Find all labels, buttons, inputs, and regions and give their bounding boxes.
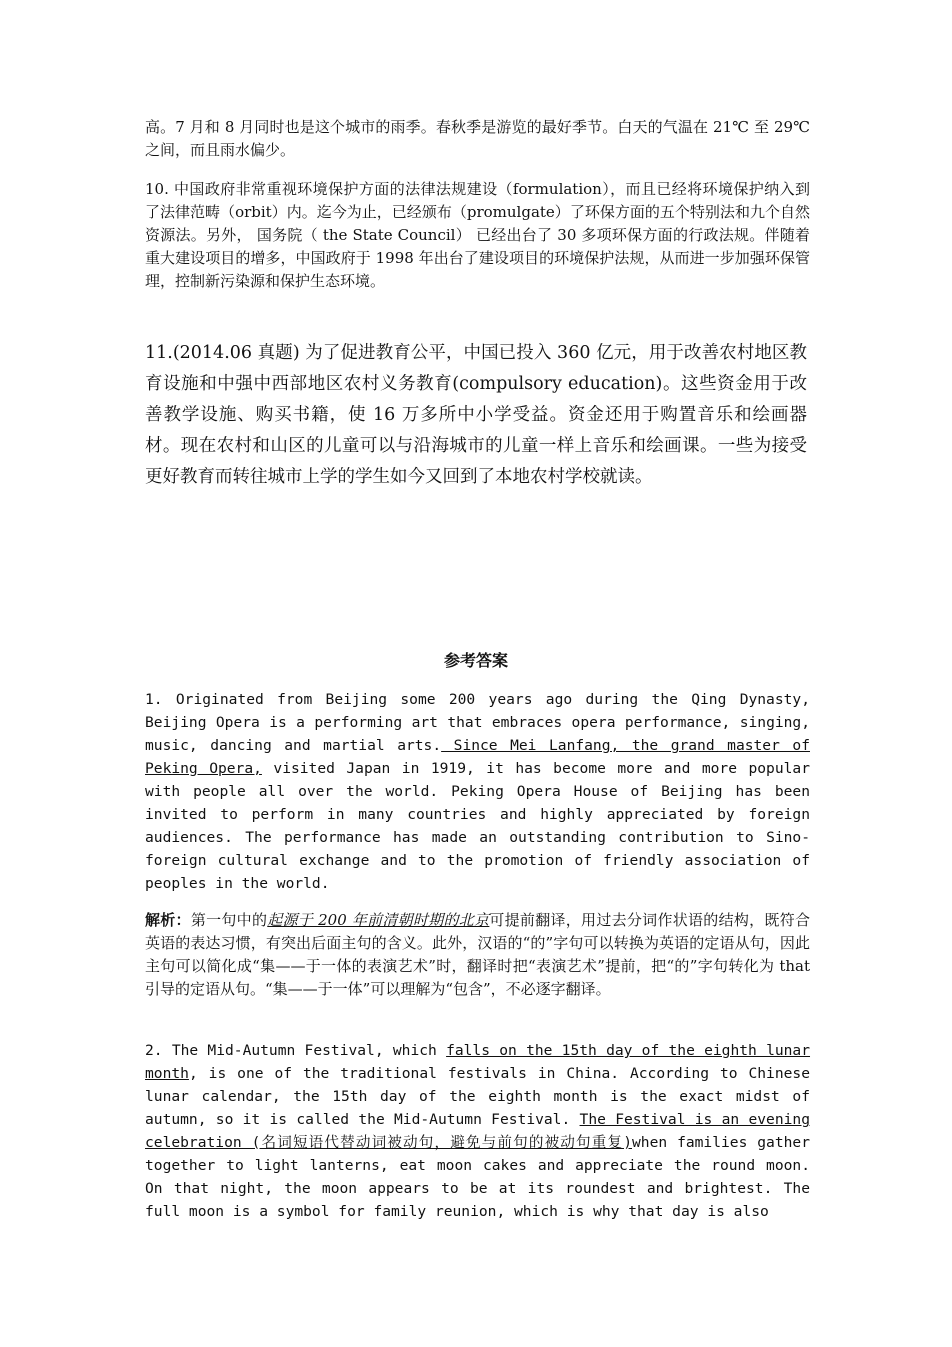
- answer-2: [145, 1039, 810, 1223]
- paragraph-10: 10. 中国政府非常重视环境保护方面的法律法规建设（formulation），而且已经将环境保护纳入到了法律范畴（orbit）内。迄今为止，已经颁布（promulgate）了环保方面的五个特别法和九个自然资源法。另外， 国务院（ the State Council） 已经出台了 30 多项环保方面的行政法规。伴随着重大建设项目的增多，中国政府于 1998 年出台了建设项目的环境保护法规，从而进一步加强环保管理，控制新污染源和保护生态环境。: [145, 180, 810, 290]
- answer-2-underlined-2: The Festival is an evening celebration (名词短语代替动词被动句，避免与前句的被动句重复): [145, 1111, 810, 1151]
- answer-1-text: 1. Originated from Beijing some 200 years ago during the Qing Dynasty, Beijing Opera is a performing art that embraces opera performance, singing, music, dancing and martial arts.: [145, 691, 810, 754]
- answer-2-text-middle: , is one of the traditional festivals in China. According to Chinese lunar calendar, the 15th day of the eighth month is the exact midst of autumn, so it is called the Mid-Autumn Festival.: [145, 1065, 810, 1128]
- paragraph-11: 11.(2014.06 真题) 为了促进教育公平，中国已投入 360 亿元，用于改善农村地区教育设施和中强中西部地区农村义务教育(compulsory education)。这些资金用于改善教学设施、购买书籍，使 16 万多所中小学受益。资金还用于购置音乐和绘画器材。现在农村和山区的儿童可以与沿海城市的儿童一样上音乐和绘画课。一些为接受更好教育而转往城市上学的学生如今又回到了本地农村学校就读。: [145, 343, 807, 487]
- answer-1-text-continued: visited Japan in 1919, it has become more and more popular with people all over the world. Peking Opera House of Beijing has been invited to perform in many countries and highly appreciated by foreign audiences. The performance has made an outstanding contribution to Sino-foreign cultural exchange and to the promotion of friendly association of peoples in the world.: [145, 760, 810, 892]
- analysis-1-text-continued: 可提前翻译，用过去分词作状语的结构，既符合英语的表达习惯，有突出后面主句的含义。此外，汉语的“的”字句可以转换为英语的定语从句，因此主句可以简化成“集——于一体的表演艺术”时，翻译时把“表演艺术”提前，把“的”字句转化为 that 引导的定语从句。“集——于一体”可以理解为“包含”，不必逐字翻译。: [145, 911, 810, 998]
- analysis-label: 解析：: [145, 911, 191, 929]
- answer-2-text: 2. The Mid-Autumn Festival, which: [145, 1042, 447, 1059]
- answer-2-underlined-1: falls on the 15th day of the eighth lunar month: [145, 1042, 811, 1082]
- answers-heading: 参考答案: [443, 651, 508, 670]
- answer-1: [145, 688, 810, 895]
- answer-1-underlined: Since Mei Lanfang, the grand master of Peking Opera,: [145, 737, 810, 777]
- analysis-1-text: 第一句中的: [190, 911, 268, 929]
- paragraph-intro: 高。7 月和 8 月同时也是这个城市的雨季。春秋季是游览的最好季节。白天的气温在 21℃ 至 29℃之间，而且雨水偏少。: [145, 118, 810, 159]
- analysis-1: [145, 909, 810, 1001]
- analysis-1-underlined: 起源于 200 年前清朝时期的北京: [267, 911, 490, 929]
- answer-2-text-end: when families gather together to light lanterns, eat moon cakes and appreciate the round moon. On that night, the moon appears to be at its roundest and brightest. The full moon is a symbol for family reunion, which is why that day is also: [145, 1134, 810, 1220]
